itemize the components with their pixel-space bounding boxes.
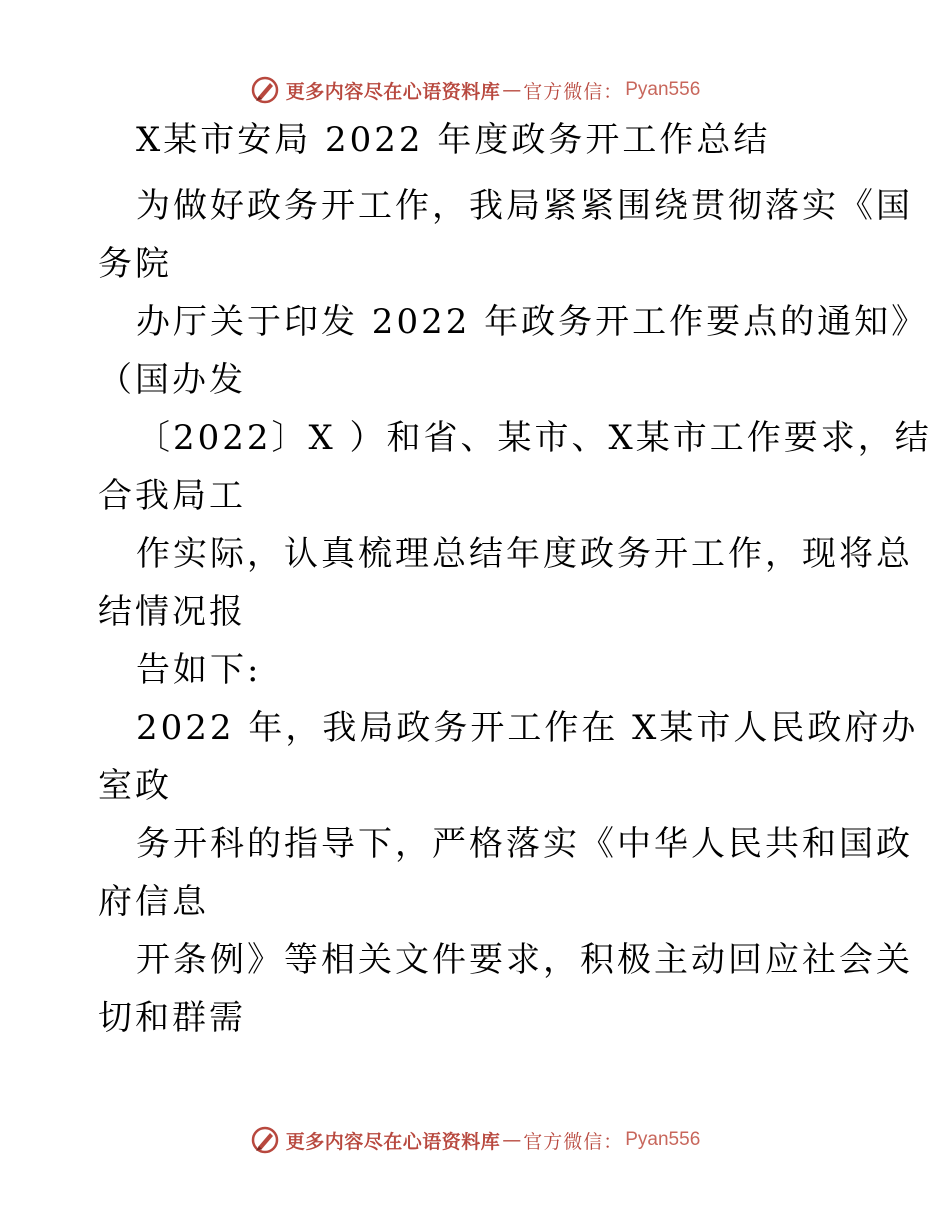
paragraph-line: 切和群需: [98, 998, 246, 1038]
paragraph-line: 务院: [98, 244, 172, 284]
paragraph-line: 府信息: [98, 882, 209, 922]
watermark-dash: —: [502, 79, 522, 101]
paragraph-line: 开条例》等相关文件要求，积极主动回应社会关: [136, 940, 913, 980]
watermark-official-label: 官方微信：: [523, 1130, 624, 1153]
paragraph-line: 务开科的指导下，严格落实《中华人民共和国政: [136, 824, 913, 864]
watermark-official-label: 官方微信：: [523, 80, 624, 103]
pen-logo-icon: [250, 1125, 280, 1155]
watermark-wechat-id: Pyan556: [625, 1129, 701, 1150]
watermark-main-text: 更多内容尽在心语资料库: [285, 80, 501, 103]
paragraph-line: 合我局工: [98, 476, 246, 516]
watermark-main-text: 更多内容尽在心语资料库: [285, 1130, 501, 1153]
document-title: X某市安局 2022 年度政务开工作总结: [136, 120, 771, 160]
paragraph-line: 2022 年，我局政务开工作在 X某市人民政府办: [136, 708, 919, 748]
paragraph-line: 结情况报: [98, 592, 246, 632]
paragraph-line: 作实际，认真梳理总结年度政务开工作，现将总: [136, 534, 913, 574]
paragraph-line: 〔2022〕X ）和省、某市、X某市工作要求，结: [136, 418, 932, 458]
watermark-wechat-id: Pyan556: [625, 79, 701, 100]
watermark-footer: [0, 1120, 950, 1160]
pen-logo-icon: [250, 75, 280, 105]
paragraph-line: （国办发: [98, 360, 246, 400]
paragraph-line: 告如下:: [136, 650, 262, 690]
watermark-dash: —: [502, 1129, 522, 1151]
paragraph-line: 办厅关于印发 2022 年政务开工作要点的通知》: [136, 302, 929, 342]
watermark-header: [0, 70, 950, 110]
paragraph-line: 室政: [98, 766, 172, 806]
paragraph-line: 为做好政务开工作，我局紧紧围绕贯彻落实《国: [136, 186, 913, 226]
